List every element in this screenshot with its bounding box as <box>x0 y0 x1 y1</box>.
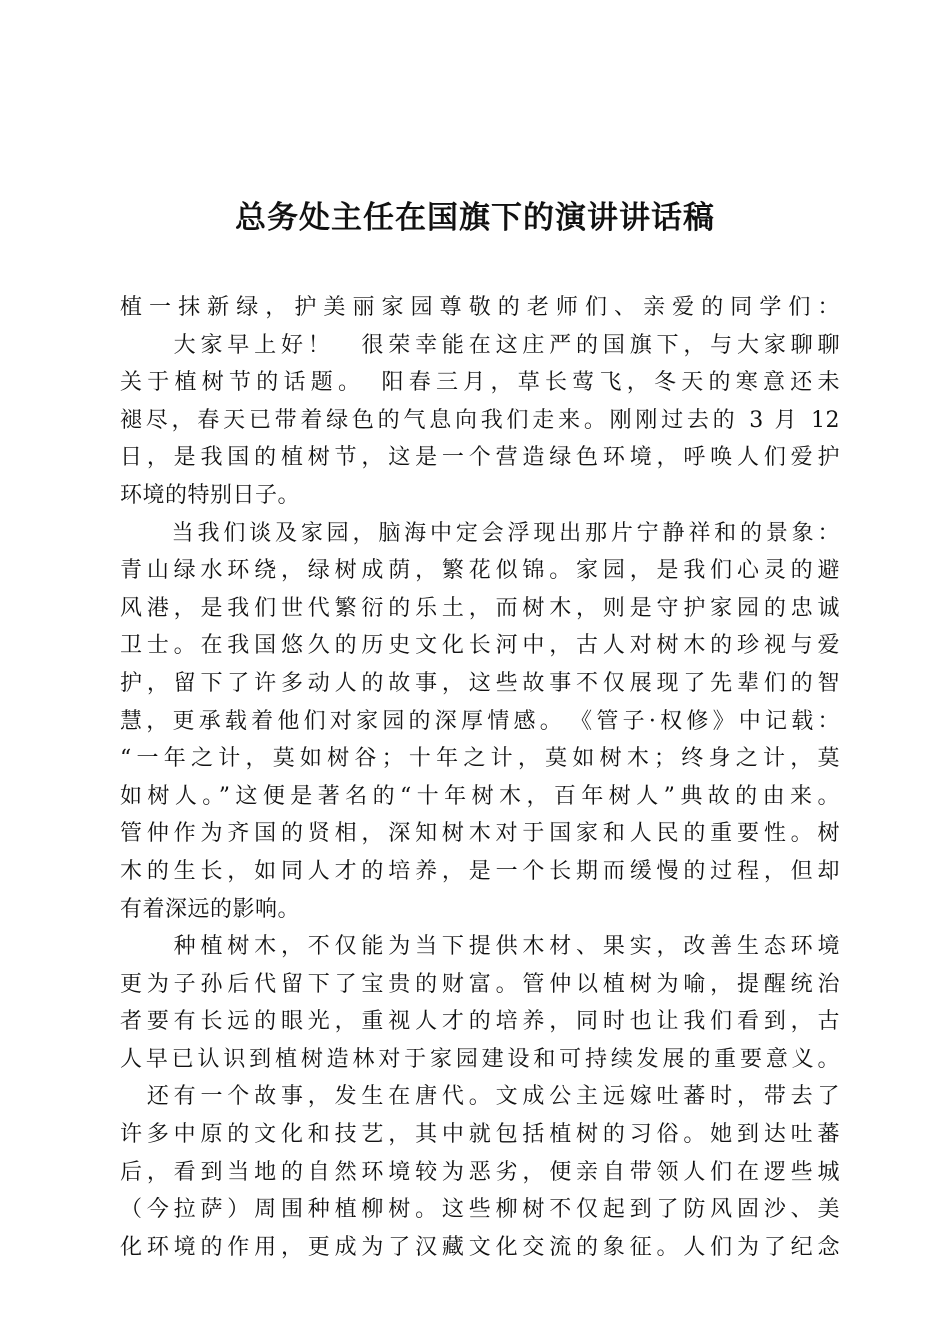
text-line: 者要有长远的眼光，重视人才的培养，同时也让我们看到，古 <box>120 1009 840 1035</box>
text-line: 有着深远的影响。 <box>120 896 301 922</box>
text-line: 许多中原的文化和技艺，其中就包括植树的习俗。她到达吐蕃 <box>120 1122 840 1148</box>
text-line: 褪尽，春天已带着绿色的气息向我们走来。刚刚过去的 3 月 12 <box>120 407 840 433</box>
text-line: 风港，是我们世代繁衍的乐土，而树木，则是守护家园的忠诚 <box>120 595 840 621</box>
text-line: 环境的特别日子。 <box>120 482 301 508</box>
text-line: 人早已认识到植树造林对于家园建设和可持续发展的重要意义。 <box>120 1046 840 1072</box>
text-line: （今拉萨）周围种植柳树。这些柳树不仅起到了防风固沙、美 <box>120 1197 840 1223</box>
text-line: 当我们谈及家园，脑海中定会浮现出那片宁静祥和的景象： <box>120 520 840 546</box>
text-line: 护，留下了许多动人的故事，这些故事不仅展现了先辈们的智 <box>120 670 840 696</box>
text-line: 种植树木，不仅能为当下提供木材、果实，改善生态环境 <box>120 934 840 960</box>
document-body <box>120 289 840 1266</box>
text-line: 日，是我国的植树节，这是一个营造绿色环境，呼唤人们爱护 <box>120 445 840 471</box>
text-line: 大家早上好！ 很荣幸能在这庄严的国旗下，与大家聊聊 <box>120 332 840 358</box>
text-line: 木的生长，如同人才的培养，是一个长期而缓慢的过程，但却 <box>120 858 840 884</box>
text-line: 化环境的作用，更成为了汉藏文化交流的象征。人们为了纪念 <box>120 1234 840 1260</box>
text-line: 更为子孙后代留下了宝贵的财富。管仲以植树为喻，提醒统治 <box>120 971 840 997</box>
document-title: 总务处主任在国旗下的演讲讲话稿 <box>235 200 715 236</box>
text-line: 青山绿水环绕，绿树成荫，繁花似锦。家园，是我们心灵的避 <box>120 558 840 584</box>
text-line: 慧，更承载着他们对家园的深厚情感。 《管子·权修》中记载： <box>120 708 840 734</box>
text-line: 卫士。在我国悠久的历史文化长河中，古人对树木的珍视与爱 <box>120 633 840 659</box>
text-line: “一年之计，莫如树谷；十年之计，莫如树木；终身之计，莫 <box>120 746 840 772</box>
text-line: 还有一个故事，发生在唐代。文成公主远嫁吐蕃时，带去了 <box>120 1084 840 1110</box>
text-line: 关于植树节的话题。 阳春三月，草长莺飞，冬天的寒意还未 <box>120 370 840 396</box>
text-line: 后，看到当地的自然环境较为恶劣，便亲自带领人们在逻些城 <box>120 1159 840 1185</box>
text-line: 植一抹新绿，护美丽家园尊敬的老师们、亲爱的同学们： <box>120 295 840 320</box>
text-line: 管仲作为齐国的贤相，深知树木对于国家和人民的重要性。树 <box>120 821 840 847</box>
text-line: 如树人。”这便是著名的“十年树木，百年树人”典故的由来。 <box>120 783 840 809</box>
